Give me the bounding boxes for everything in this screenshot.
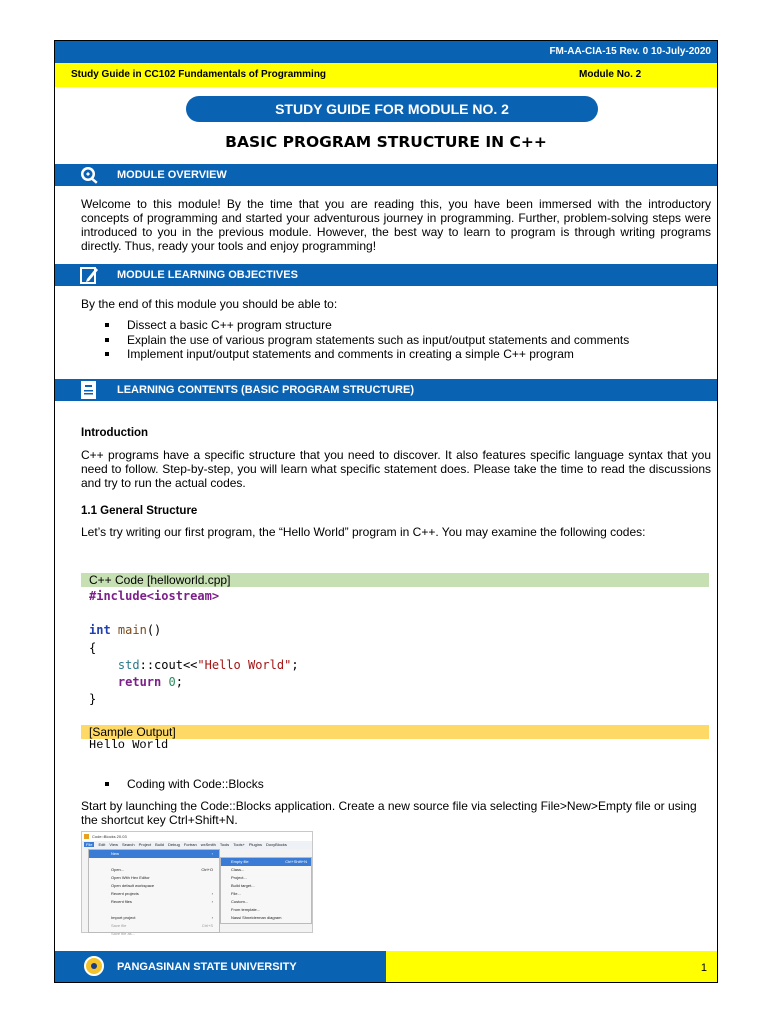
semicolon: ; [291,658,299,672]
menu-tools-plus[interactable]: Tools+ [233,842,245,847]
new-submenu [220,857,312,924]
main-function: main [117,623,147,637]
codeblocks-bullet-item: Coding with Code::Blocks [81,777,711,792]
parens: () [146,623,162,637]
launch-text: Start by launching the Code::Blocks application. Create a new source file via selecting File>New>Empty file or using the shortcut key Ctrl+Shift+N. [81,799,697,827]
introduction-heading: Introduction [81,427,149,439]
codeblocks-bullet [81,777,711,792]
module-overview-header [55,164,717,186]
menu-tools[interactable]: Tools [219,842,230,847]
new-submenu-item[interactable]: From template... [231,907,261,912]
file-menu-item[interactable]: Save file as... [111,931,136,936]
code-include-line [89,588,219,605]
document-code: FM-AA-CIA-15 Rev. 0 10-July-2020 [549,46,711,57]
sample-output-text: Hello World [89,738,169,752]
int-keyword: int [89,623,111,637]
university-name: PANGASINAN STATE UNIVERSITY [117,961,297,973]
learning-objectives-label: MODULE LEARNING OBJECTIVES [117,269,298,281]
document-code-bar [55,41,717,63]
std-namespace: std [117,658,140,672]
insert-op: << [182,658,198,672]
objective-item: Explain the use of various program statements such as input/output statements and comments [81,333,711,348]
document-icon [78,380,100,400]
learning-objectives-header [55,264,717,286]
new-submenu-item[interactable]: Custom... [231,899,249,904]
new-submenu-item[interactable]: File... [231,891,241,896]
new-submenu-item[interactable]: Nassi Shneiderman diagram [231,915,282,920]
module-number: Module No. 2 [579,69,642,80]
pencil-icon [78,265,100,285]
codeblocks-screenshot [81,831,313,936]
university-seal-icon [84,956,104,976]
codeblocks-logo-icon [84,834,89,839]
learning-contents-header [55,379,717,401]
file-menu-item[interactable]: Open... Ctrl+O [111,867,213,872]
file-menu-separator [89,858,219,866]
general-structure-heading: 1.1 General Structure [81,505,198,517]
new-submenu-item[interactable]: Empty file Ctrl+Shift+N [221,858,311,866]
objective-item: Implement input/output statements and comments in creating a simple C++ program [81,347,711,362]
menu-build[interactable]: Build [155,842,165,847]
file-menu-item[interactable]: Open With Hex Editor [111,875,150,880]
page-title: BASIC PROGRAM STRUCTURE IN C++ [225,133,547,151]
file-menu-item[interactable]: New › [89,850,219,858]
new-submenu-item[interactable]: Build target... [231,883,255,888]
code-open-brace: { [89,641,97,655]
menu-view[interactable]: View [109,842,118,847]
screenshot-titlebar [82,832,312,841]
general-structure-text: Let’s try writing our first program, the “Hello World” program in C++. You may examine the following codes: [81,525,646,539]
page-number: 1 [700,962,707,974]
code-cout-line [89,657,299,674]
footer-page-bar [386,951,717,982]
study-guide-title-pill: STUDY GUIDE FOR MODULE NO. 2 [186,96,598,122]
file-menu-separator [89,906,219,914]
guide-title: Study Guide in CC102 Fundamentals of Programming [71,69,327,80]
objectives-list [81,318,711,362]
scope-op: :: [139,658,155,672]
hello-string: "Hello World" [197,658,292,672]
objective-item: Dissect a basic C++ program structure [81,318,711,333]
code-label: C++ Code [helloworld.cpp] [81,573,709,587]
new-submenu-item[interactable]: Project... [231,875,247,880]
file-menu-item[interactable]: Open default workspace [111,883,155,888]
overview-text: Welcome to this module! By the time that you are reading this, you have been immersed with the introductory concepts of programming and started your adventurous journey in programming. Further, problem-solving steps were introduced to you in the previous module. However, the best way to learn to program is through writing programs directly. Thus, ready your tools and enjoy programming! [81,197,711,253]
introduction-text: C++ programs have a specific structure that you need to discover. It also features specific language syntax that you need to follow. Step-by-step, you will learn what specific statement does. Please take the time to read the discussions and try to run the actual codes. [81,448,711,490]
cout: cout [154,658,183,672]
study-guide-page [54,40,718,983]
screenshot-menubar [82,841,312,849]
semicolon: ; [175,675,183,689]
menu-wxsmith[interactable]: wxSmith [200,842,216,847]
screenshot-window-title: Code::Blocks 20.03 [92,834,127,839]
include-directive: #include<iostream> [89,589,220,603]
sample-output-label: [Sample Output] [81,725,709,739]
file-menu-item[interactable]: Recent files › [111,899,213,904]
magnifier-icon [78,165,100,185]
objectives-intro: By the end of this module you should be able to: [81,297,338,311]
zero-literal: 0 [168,675,176,689]
module-overview-label: MODULE OVERVIEW [117,169,227,181]
code-return-line [89,674,183,691]
menu-search[interactable]: Search [121,842,135,847]
menu-edit[interactable]: Edit [98,842,106,847]
menu-debug[interactable]: Debug [168,842,180,847]
code-main-line [89,622,161,639]
code-close-brace: } [89,692,97,706]
menu-project[interactable]: Project [138,842,152,847]
menu-fortran[interactable]: Fortran [183,842,197,847]
file-menu-dropdown [88,849,220,936]
file-menu-item[interactable]: Import project › [111,915,213,920]
footer-university-bar [55,951,386,982]
file-menu-item[interactable]: Recent projects › [111,891,213,896]
file-menu-item[interactable]: Save file Ctrl+S [111,923,213,928]
menu-file[interactable]: File [86,842,93,847]
guide-header-bar [55,63,717,87]
return-keyword: return [117,675,162,689]
learning-contents-label: LEARNING CONTENTS (BASIC PROGRAM STRUCTURE) [117,384,414,396]
menu-doxyblocks[interactable]: DoxyBlocks [266,842,287,847]
menu-plugins[interactable]: Plugins [248,842,262,847]
new-submenu-item[interactable]: Class... [231,867,245,872]
